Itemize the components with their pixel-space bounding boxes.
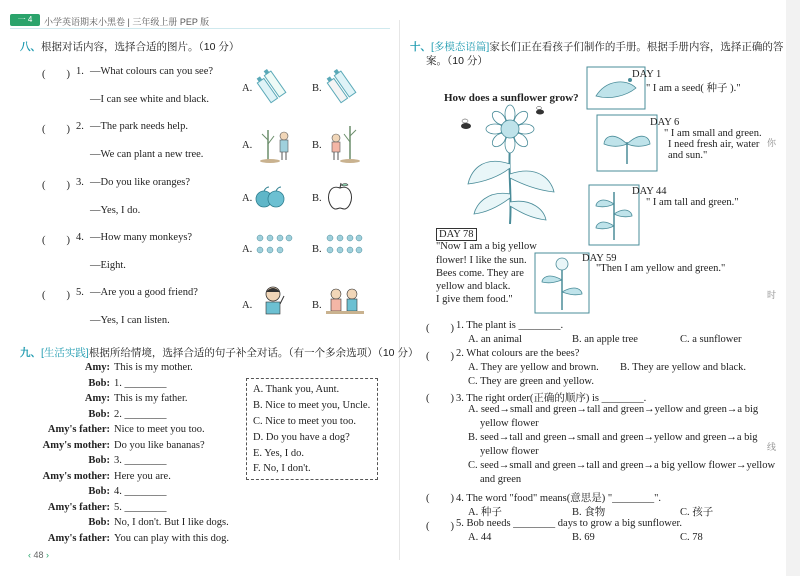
dialogue-blank-4[interactable]: 4. ________ (114, 486, 167, 497)
s10-q2-opt-b[interactable]: B. They are yellow and black. (620, 362, 747, 373)
s8-q2-num: 2. (76, 121, 84, 132)
dialogue-line: No, I don't. But I like dogs. (114, 517, 229, 528)
s10-q2-opt-a[interactable]: A. They are yellow and brown. (468, 362, 599, 373)
s8-q5-opt-a[interactable]: A. (242, 300, 253, 311)
apple-image (326, 180, 354, 212)
s8-q3-question: —Do you like oranges? (90, 177, 191, 188)
section10-heading-l1: 家长们正在看孩子们制作的手册。根据手册内容，选择正确的答 (489, 41, 784, 53)
s8-q1-opt-b[interactable]: B. (312, 83, 322, 94)
speaker: Amy's mother: (42, 470, 110, 482)
section9-heading: 根据所给情境，选择合适的句子补全对话。（有一个多余选项）（10 分） (88, 347, 419, 359)
kids-friends-image (324, 284, 366, 318)
s10-q3-opt-a-cont: yellow flower (480, 418, 539, 429)
s10-q1-opt-c[interactable]: C. a sunflower (680, 334, 742, 345)
s10-q5-opt-b[interactable]: B. 69 (572, 532, 595, 543)
s8-q3-opt-a[interactable]: A. (242, 193, 253, 204)
section9-tag: [生活实践] (41, 347, 89, 359)
section10-title (410, 39, 783, 54)
section8-number: 八、 (20, 41, 41, 53)
speaker: Amy's father: (47, 532, 110, 544)
dialogue-line: Nice to meet you too. (114, 424, 205, 435)
s10-q3-paren[interactable]: ( ) (426, 393, 454, 404)
s8-q5-question: —Are you a good friend? (90, 287, 198, 298)
day6-text-l1: " I am small and green. (664, 128, 762, 139)
header-badge: 一 4 (10, 14, 40, 26)
s8-q3-answer: —Yes, I do. (90, 205, 141, 216)
speaker: Bob: (88, 408, 110, 420)
speaker: Bob: (88, 517, 110, 528)
s8-q3-opt-b[interactable]: B. (312, 193, 322, 204)
dialogue-blank-5[interactable]: 5. ________ (114, 501, 167, 513)
s8-q5-num: 5. (76, 287, 84, 298)
s8-q4-opt-b[interactable]: B. (312, 244, 322, 255)
day44-text: " I am tall and green." (646, 197, 739, 208)
s8-q2-opt-b[interactable]: B. (312, 140, 322, 151)
options-box (246, 378, 378, 480)
section10-number: 十、 (410, 41, 431, 53)
option-f: F. No, I don't. (253, 463, 311, 474)
speaker: Amy's father: (47, 424, 110, 435)
page-number-value: 48 (33, 550, 44, 560)
option-a: A. Thank you, Aunt. (253, 384, 340, 395)
s8-q5-answer: —Yes, I can listen. (90, 315, 170, 326)
s8-q3-paren[interactable]: ( ) (42, 180, 70, 191)
planting-tree-image-a (254, 120, 296, 164)
s8-q3-num: 3. (76, 177, 84, 188)
s10-q1-opt-a[interactable]: A. an animal (468, 334, 522, 345)
binding-gutter (786, 0, 800, 576)
option-e: E. Yes, I do. (253, 448, 305, 459)
s10-q3-opt-c[interactable]: C. seed→small and green→tall and green→a big yellow flower→yellow (468, 460, 776, 471)
s10-q2-opt-c[interactable]: C. They are green and yellow. (468, 376, 594, 387)
section9-title (20, 345, 418, 360)
day44-label: DAY 44 (632, 186, 667, 197)
s8-q1-paren[interactable]: ( ) (42, 69, 70, 80)
day6-text-l2: I need fresh air, water (668, 139, 760, 150)
s8-q5-paren[interactable]: ( ) (42, 290, 70, 301)
s8-q1-opt-a[interactable]: A. (242, 83, 253, 94)
day78-text-l3: Bees come. They are (436, 268, 524, 279)
s8-q5-opt-b[interactable]: B. (312, 300, 322, 311)
header-rule (10, 28, 390, 29)
s10-q2-stem: 2. What colours are the bees? (456, 348, 580, 359)
s10-q1-opt-b[interactable]: B. an apple tree (572, 334, 638, 345)
speaker: Amy: (84, 362, 110, 373)
s10-q3-opt-b[interactable]: B. seed→tall and green→small and green→yellow and green→a big (468, 432, 758, 443)
s10-q4-paren[interactable]: ( ) (426, 493, 454, 504)
dialogue-blank-3[interactable]: 3. ________ (114, 455, 167, 466)
s10-q4-stem: 4. The word "food" means(意思是) "________". (456, 493, 662, 504)
page-divider (399, 20, 400, 560)
booklet-title: How does a sunflower grow? (444, 92, 579, 104)
s8-q2-opt-a[interactable]: A. (242, 140, 253, 151)
day6-frame (596, 114, 658, 172)
s8-q4-opt-a[interactable]: A. (242, 244, 253, 255)
s8-q1-num: 1. (76, 66, 84, 77)
day78-text-l4: yellow and black. (436, 281, 511, 292)
s8-q4-answer: —Eight. (90, 260, 126, 271)
day78-label: DAY 78 (436, 228, 477, 241)
s8-q4-paren[interactable]: ( ) (42, 235, 70, 246)
s10-q1-paren[interactable]: ( ) (426, 323, 454, 334)
dialogue-blank-1[interactable]: 1. ________ (114, 377, 167, 389)
s8-q1-answer: —I can see white and black. (90, 94, 209, 105)
speaker: Bob: (88, 486, 110, 497)
day78-text-l2: flower! I like the sun. (436, 255, 527, 266)
s10-q2-paren[interactable]: ( ) (426, 351, 454, 362)
day1-label: DAY 1 (632, 69, 662, 80)
s10-q3-stem: 3. The right order(正确的顺序) is ________. (456, 393, 647, 404)
day78-text-l5: I give them food." (436, 294, 513, 305)
day6-text-l3: and sun." (668, 150, 708, 161)
dialogue-line: This is my father. (114, 393, 188, 404)
dialogue-line: You can play with this dog. (114, 532, 230, 544)
s8-q2-paren[interactable]: ( ) (42, 124, 70, 135)
day78-text-l1: "Now I am a big yellow (436, 241, 537, 252)
s10-q5-paren[interactable]: ( ) (426, 521, 454, 532)
day59-text: "Then I am yellow and green." (596, 263, 726, 274)
gutter-char-1: 你 (767, 138, 777, 148)
s10-q1-stem: 1. The plant is ________. (456, 320, 564, 331)
dialogue-line: Do you like bananas? (114, 439, 205, 451)
speaker: Bob: (88, 377, 110, 389)
speaker: Bob: (88, 455, 110, 466)
section9-number: 九、 (20, 347, 41, 359)
s10-q5-opt-a[interactable]: A. 44 (468, 532, 492, 543)
page-number: ‹ 48 › (28, 550, 50, 560)
s10-q4-opt-c[interactable]: C. 孩子 (680, 507, 714, 518)
planting-tree-image-b (324, 120, 366, 164)
s8-q4-num: 4. (76, 232, 84, 243)
monkeys-image-b (324, 232, 364, 258)
section8-title (20, 39, 239, 54)
option-d: D. Do you have a dog? (253, 432, 350, 443)
section8-heading: 根据对话内容，选择合适的图片。（10 分） (41, 41, 240, 53)
sunflower-illustration (440, 104, 580, 224)
dialogue-line: This is my mother. (114, 362, 193, 373)
s10-q4-opt-a[interactable]: A. 种子 (468, 507, 502, 518)
header-title: 小学英语期末小黑卷 | 三年级上册 PEP 版 (44, 17, 210, 27)
s8-q2-question: —The park needs help. (90, 121, 188, 132)
section10-heading-l2: 案。（10 分） (426, 55, 488, 67)
option-c: C. Nice to meet you too. (253, 416, 356, 427)
paint-tubes-image-b (324, 66, 364, 106)
s10-q5-opt-c[interactable]: C. 78 (680, 532, 703, 543)
section10-tag: [多模态语篇] (431, 41, 490, 53)
dialogue-line: Here you are. (114, 470, 171, 482)
s10-q3-opt-c-cont: and green (480, 474, 522, 485)
s10-q5-stem: 5. Bob needs ________ days to grow a big sunflower. (456, 518, 683, 529)
dialogue-blank-2[interactable]: 2. ________ (114, 408, 167, 420)
s8-q2-answer: —We can plant a new tree. (90, 149, 204, 160)
monkeys-image-a (254, 232, 294, 258)
s10-q3-opt-a[interactable]: A. seed→small and green→tall and green→yellow and green→a big (468, 404, 759, 415)
s8-q1-question: —What colours can you see? (90, 66, 214, 77)
s10-q4-opt-b[interactable]: B. 食物 (572, 507, 606, 518)
s10-q3-opt-b-cont: yellow flower (480, 446, 539, 457)
boy-listening-image (258, 284, 288, 318)
paint-tubes-image-a (254, 66, 294, 106)
speaker: Amy's father: (47, 501, 110, 513)
day6-label: DAY 6 (650, 117, 680, 128)
option-b: B. Nice to meet you, Uncle. (253, 400, 371, 411)
day1-text: " I am a seed( 种子 )." (646, 83, 741, 94)
gutter-char-2: 时 (767, 290, 777, 300)
gutter-char-3: 线 (767, 442, 777, 452)
speaker: Amy's mother: (42, 439, 110, 451)
speaker: Amy: (84, 393, 110, 404)
s8-q4-question: —How many monkeys? (90, 232, 193, 243)
day59-label: DAY 59 (582, 253, 617, 264)
oranges-image (254, 183, 288, 211)
